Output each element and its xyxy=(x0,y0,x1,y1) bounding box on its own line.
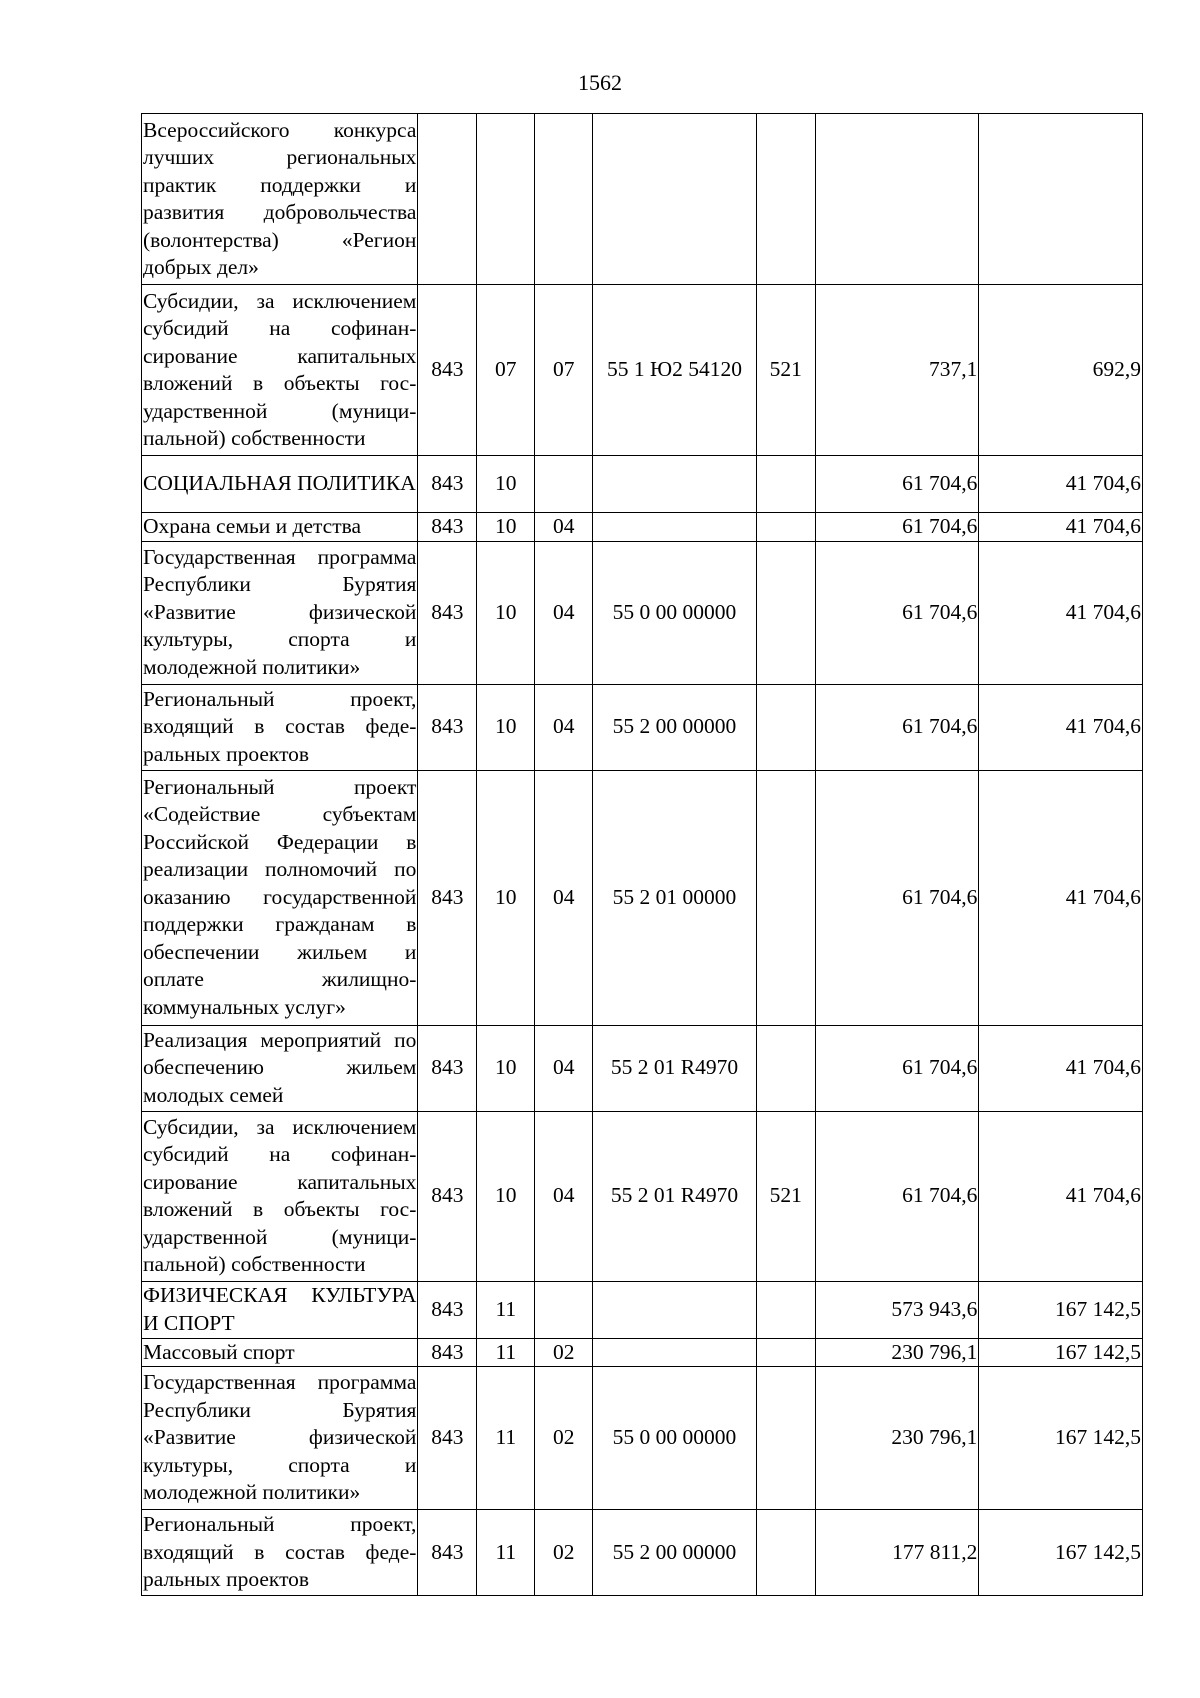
row-name-cell: Охрана семьи и детства xyxy=(142,513,418,542)
pr-cell: 02 xyxy=(535,1510,593,1596)
rz-cell: 10 xyxy=(477,541,535,684)
table-row xyxy=(142,1111,1143,1281)
amount-year1-cell: 61 704,6 xyxy=(815,541,979,684)
amount-year1-cell: 61 704,6 xyxy=(815,684,979,770)
csr-cell: 55 0 00 00000 xyxy=(593,1367,757,1510)
vr-cell xyxy=(756,1510,815,1596)
amount-year1-cell xyxy=(815,114,979,285)
gr-cell: 843 xyxy=(418,456,477,513)
rz-cell: 10 xyxy=(477,684,535,770)
row-name-cell: Субсидии, за исключением субсидий на софинансирование капитальных вложений в объекты государственной (муниципальной) собственности xyxy=(142,1111,418,1281)
vr-cell xyxy=(756,1367,815,1510)
vr-cell: 521 xyxy=(756,1111,815,1281)
row-name-cell: Региональный проект «Содействие субъектам Российской Федерации в реализации полномочий по оказанию государственной поддержки гражданам в обеспечении жильем и оплате жилищно-коммунальных услуг» xyxy=(142,770,418,1025)
rz-cell: 10 xyxy=(477,456,535,513)
row-name-cell: Массовый спорт xyxy=(142,1338,418,1367)
pr-cell: 04 xyxy=(535,1025,593,1111)
table-row xyxy=(142,684,1143,770)
vr-cell xyxy=(756,770,815,1025)
pr-cell xyxy=(535,1281,593,1338)
amount-year1-cell: 573 943,6 xyxy=(815,1281,979,1338)
csr-cell: 55 0 00 00000 xyxy=(593,541,757,684)
amount-year2-cell xyxy=(979,114,1143,285)
csr-cell: 55 2 00 00000 xyxy=(593,1510,757,1596)
row-name-cell: Региональный проект, входящий в состав федеральных проектов xyxy=(142,684,418,770)
amount-year1-cell: 61 704,6 xyxy=(815,1025,979,1111)
vr-cell xyxy=(756,684,815,770)
amount-year1-cell: 230 796,1 xyxy=(815,1367,979,1510)
amount-year2-cell: 41 704,6 xyxy=(979,513,1143,542)
row-name-cell: Субсидии, за исключением субсидий на софинансирование капитальных вложений в объекты государственной (муниципальной) собственности xyxy=(142,285,418,456)
gr-cell: 843 xyxy=(418,770,477,1025)
amount-year2-cell: 41 704,6 xyxy=(979,770,1143,1025)
pr-cell: 02 xyxy=(535,1367,593,1510)
amount-year2-cell: 41 704,6 xyxy=(979,1025,1143,1111)
table-row xyxy=(142,541,1143,684)
rz-cell: 11 xyxy=(477,1281,535,1338)
gr-cell: 843 xyxy=(418,1281,477,1338)
csr-cell xyxy=(593,114,757,285)
gr-cell: 843 xyxy=(418,1367,477,1510)
rz-cell: 10 xyxy=(477,1025,535,1111)
amount-year1-cell: 61 704,6 xyxy=(815,1111,979,1281)
row-name-cell: Государственная программа Республики Бурятия «Развитие физической культуры, спорта и молодежной политики» xyxy=(142,1367,418,1510)
rz-cell xyxy=(477,114,535,285)
amount-year1-cell: 177 811,2 xyxy=(815,1510,979,1596)
rz-cell: 11 xyxy=(477,1367,535,1510)
gr-cell xyxy=(418,114,477,285)
csr-cell: 55 2 00 00000 xyxy=(593,684,757,770)
pr-cell: 04 xyxy=(535,541,593,684)
vr-cell xyxy=(756,456,815,513)
page-number: 1562 xyxy=(578,70,622,95)
row-name-cell: Государственная программа Республики Бурятия «Развитие физической культуры, спорта и молодежной политики» xyxy=(142,541,418,684)
csr-cell xyxy=(593,456,757,513)
table-row xyxy=(142,770,1143,1025)
table-row xyxy=(142,1025,1143,1111)
gr-cell: 843 xyxy=(418,285,477,456)
row-name-cell: Реализация мероприятий по обеспечению жильем молодых семей xyxy=(142,1025,418,1111)
pr-cell xyxy=(535,114,593,285)
table-row xyxy=(142,513,1143,542)
amount-year2-cell: 41 704,6 xyxy=(979,684,1143,770)
row-name-cell: Региональный проект, входящий в состав федеральных проектов xyxy=(142,1510,418,1596)
table-row xyxy=(142,114,1143,285)
amount-year1-cell: 61 704,6 xyxy=(815,513,979,542)
pr-cell: 07 xyxy=(535,285,593,456)
amount-year2-cell: 41 704,6 xyxy=(979,1111,1143,1281)
table-row xyxy=(142,1281,1143,1338)
gr-cell: 843 xyxy=(418,684,477,770)
table-row xyxy=(142,1338,1143,1367)
rz-cell: 10 xyxy=(477,770,535,1025)
vr-cell xyxy=(756,541,815,684)
table-row xyxy=(142,1367,1143,1510)
amount-year1-cell: 737,1 xyxy=(815,285,979,456)
pr-cell: 04 xyxy=(535,513,593,542)
vr-cell xyxy=(756,1281,815,1338)
table-row xyxy=(142,1510,1143,1596)
rz-cell: 11 xyxy=(477,1510,535,1596)
csr-cell xyxy=(593,1281,757,1338)
rz-cell: 10 xyxy=(477,513,535,542)
csr-cell xyxy=(593,513,757,542)
table-row xyxy=(142,285,1143,456)
pr-cell: 04 xyxy=(535,770,593,1025)
amount-year2-cell: 167 142,5 xyxy=(979,1281,1143,1338)
amount-year1-cell: 61 704,6 xyxy=(815,770,979,1025)
table-body xyxy=(142,114,1143,1596)
rz-cell: 07 xyxy=(477,285,535,456)
csr-cell: 55 1 Ю2 54120 xyxy=(593,285,757,456)
pr-cell: 04 xyxy=(535,684,593,770)
amount-year2-cell: 167 142,5 xyxy=(979,1510,1143,1596)
vr-cell: 521 xyxy=(756,285,815,456)
vr-cell xyxy=(756,513,815,542)
gr-cell: 843 xyxy=(418,541,477,684)
gr-cell: 843 xyxy=(418,1510,477,1596)
gr-cell: 843 xyxy=(418,1338,477,1367)
amount-year1-cell: 230 796,1 xyxy=(815,1338,979,1367)
csr-cell: 55 2 01 R4970 xyxy=(593,1111,757,1281)
gr-cell: 843 xyxy=(418,1025,477,1111)
amount-year2-cell: 41 704,6 xyxy=(979,456,1143,513)
pr-cell: 02 xyxy=(535,1338,593,1367)
amount-year2-cell: 167 142,5 xyxy=(979,1338,1143,1367)
csr-cell xyxy=(593,1338,757,1367)
amount-year2-cell: 167 142,5 xyxy=(979,1367,1143,1510)
gr-cell: 843 xyxy=(418,1111,477,1281)
pr-cell xyxy=(535,456,593,513)
csr-cell: 55 2 01 00000 xyxy=(593,770,757,1025)
vr-cell xyxy=(756,114,815,285)
vr-cell xyxy=(756,1025,815,1111)
table-row xyxy=(142,456,1143,513)
budget-table xyxy=(141,113,1143,1596)
row-name-cell: ФИЗИЧЕСКАЯ КУЛЬТУРА И СПОРТ xyxy=(142,1281,418,1338)
amount-year1-cell: 61 704,6 xyxy=(815,456,979,513)
rz-cell: 10 xyxy=(477,1111,535,1281)
amount-year2-cell: 41 704,6 xyxy=(979,541,1143,684)
row-name-cell: СОЦИАЛЬНАЯ ПОЛИТИКА xyxy=(142,456,418,513)
rz-cell: 11 xyxy=(477,1338,535,1367)
amount-year2-cell: 692,9 xyxy=(979,285,1143,456)
row-name-cell: Всероссийского конкурса лучших региональных практик поддержки и развития добровольчества (волонтерства) «Регион добрых дел» xyxy=(142,114,418,285)
vr-cell xyxy=(756,1338,815,1367)
csr-cell: 55 2 01 R4970 xyxy=(593,1025,757,1111)
gr-cell: 843 xyxy=(418,513,477,542)
pr-cell: 04 xyxy=(535,1111,593,1281)
